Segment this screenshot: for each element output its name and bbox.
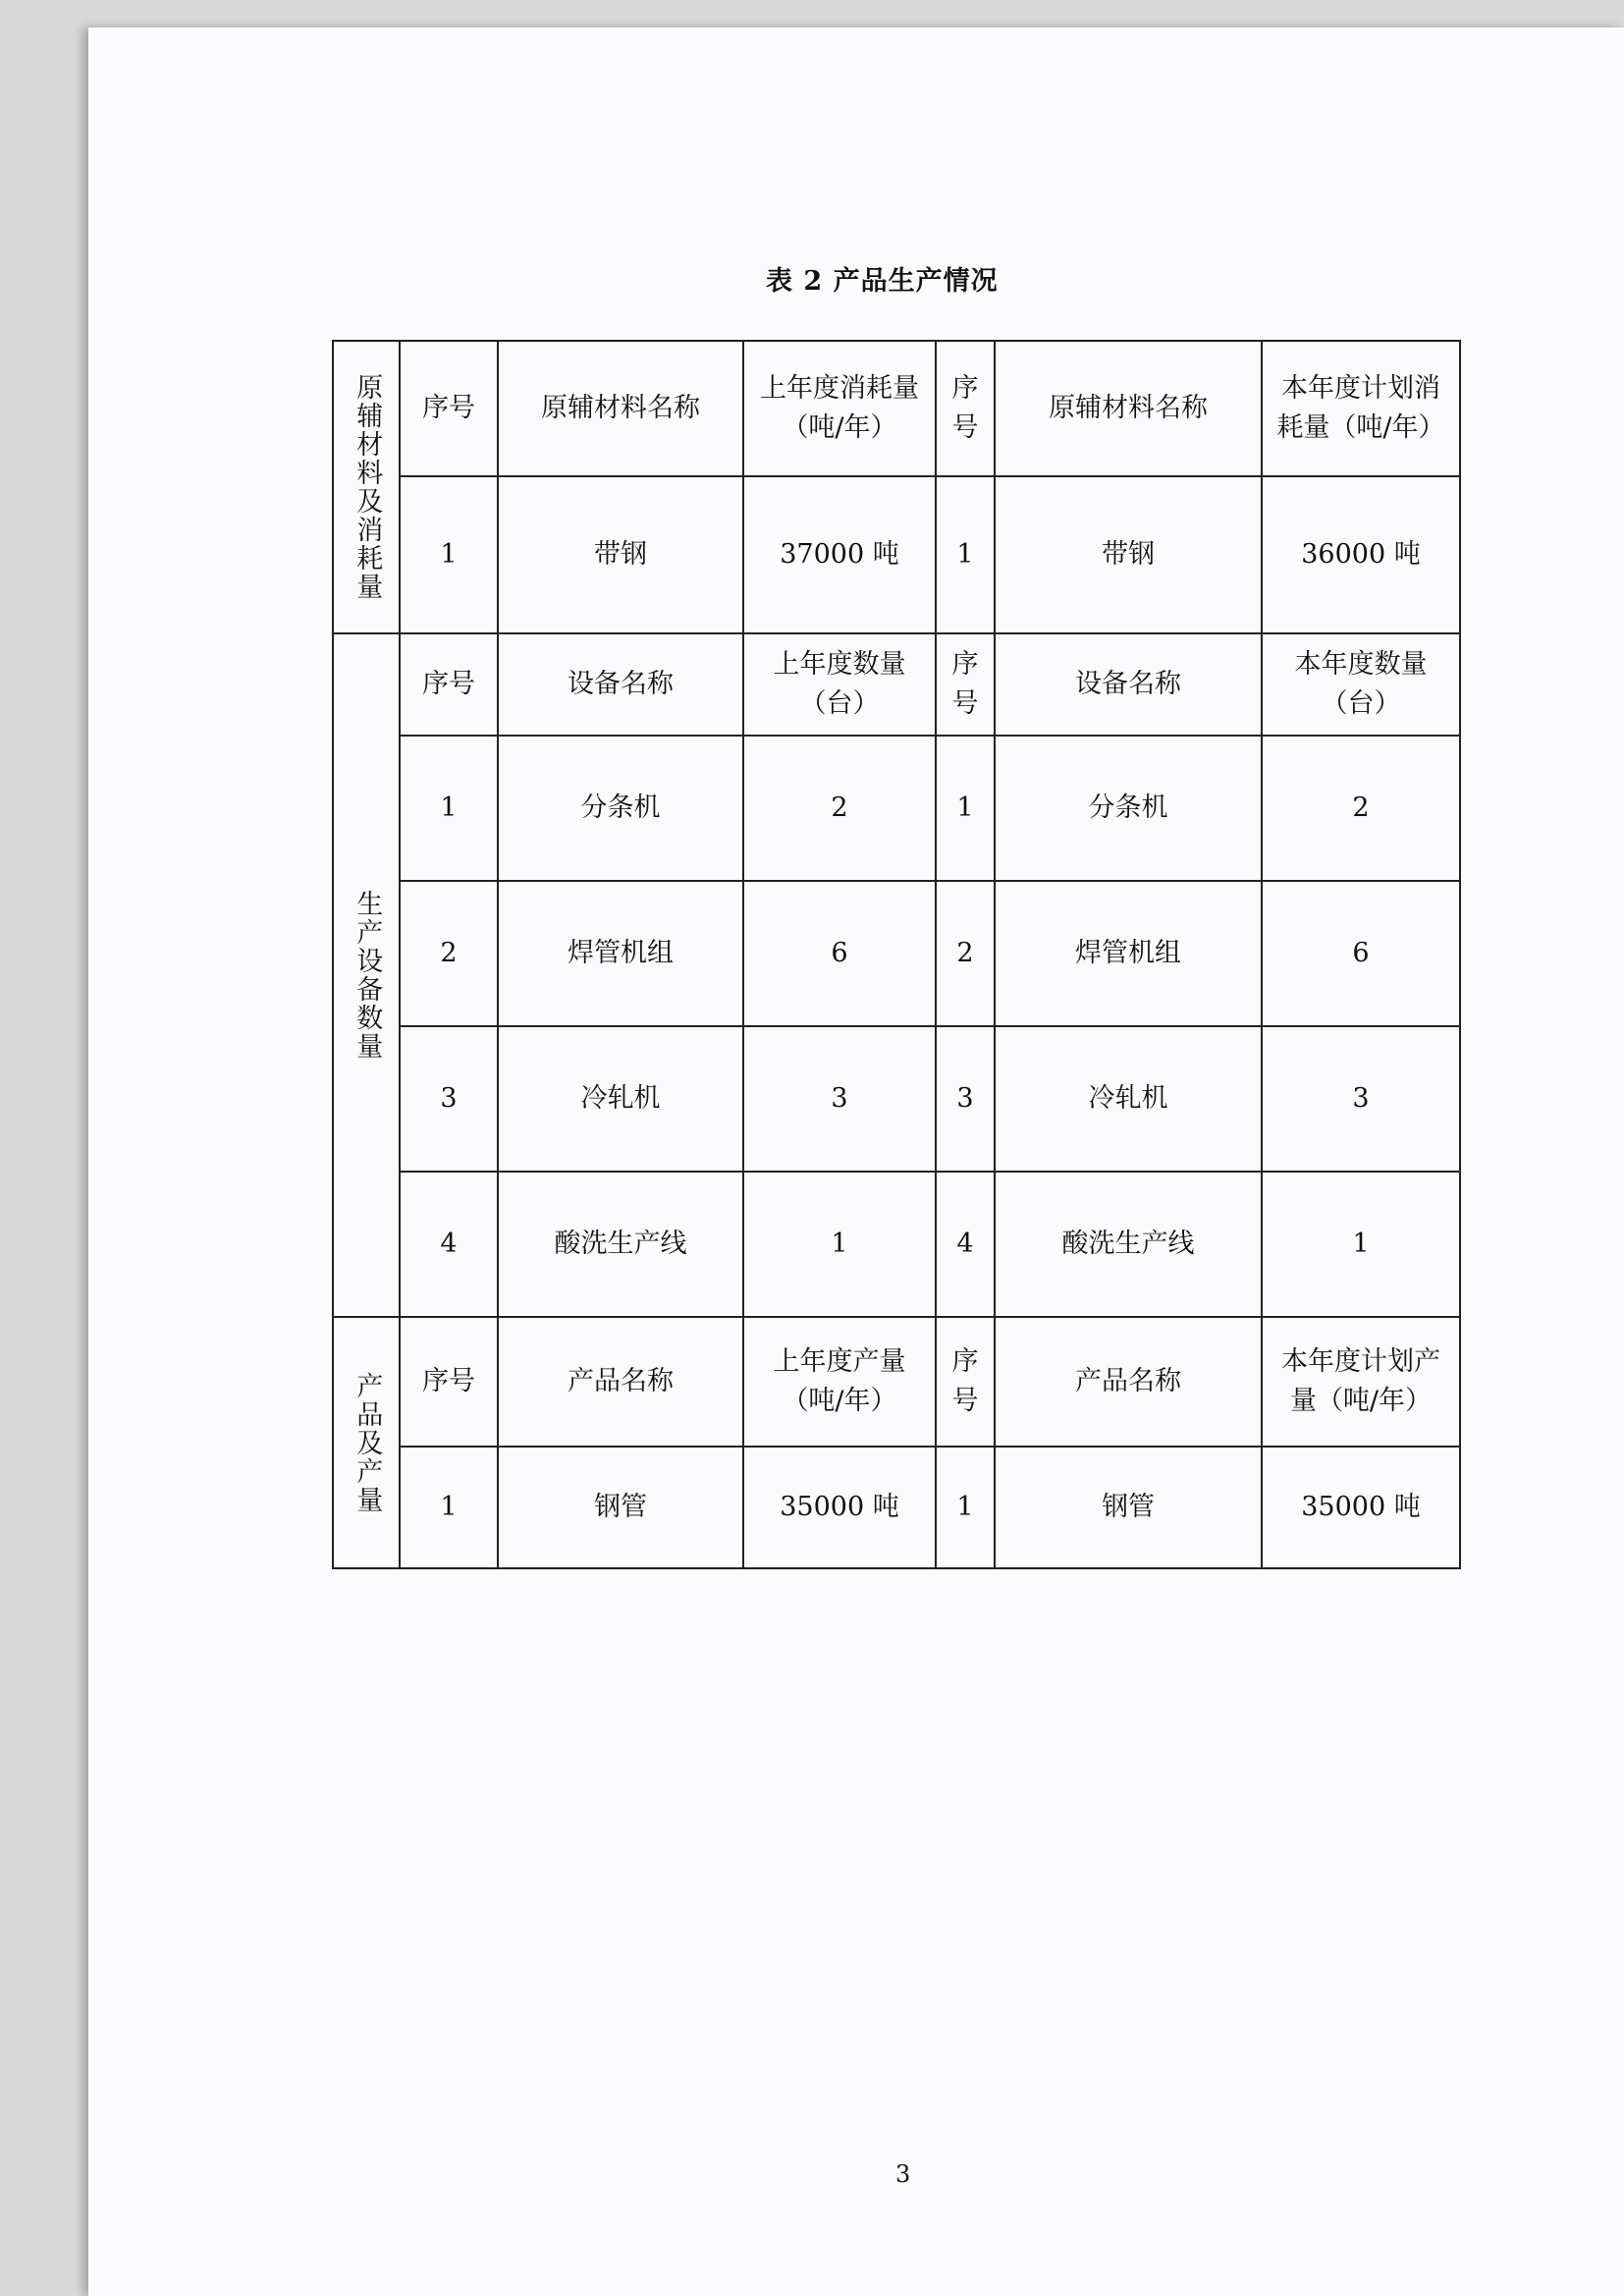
equipment-header-row [333, 633, 1460, 736]
row-index: 2 [936, 881, 995, 1026]
equipment-name: 焊管机组 [498, 881, 743, 1026]
materials-header-row [333, 341, 1460, 476]
row-index: 4 [400, 1172, 498, 1317]
header-cell: 上年度数量（台） [743, 633, 936, 736]
this-year-count: 1 [1262, 1172, 1460, 1317]
planned-output: 35000 吨 [1262, 1447, 1460, 1568]
equipment-name: 焊管机组 [995, 881, 1262, 1026]
row-index: 4 [936, 1172, 995, 1317]
planned-consumption: 36000 吨 [1262, 476, 1460, 633]
this-year-count: 3 [1262, 1026, 1460, 1172]
header-cell: 本年度计划产量（吨/年） [1262, 1317, 1460, 1447]
header-cell: 产品名称 [995, 1317, 1262, 1447]
table-row [333, 736, 1460, 881]
material-name: 带钢 [995, 476, 1262, 633]
last-year-count: 2 [743, 736, 936, 881]
section-label-equipment: 生产设备数量 [333, 633, 400, 1317]
product-name: 钢管 [498, 1447, 743, 1568]
row-index: 2 [400, 881, 498, 1026]
equipment-name: 分条机 [995, 736, 1262, 881]
row-index: 3 [400, 1026, 498, 1172]
header-cell: 序号 [400, 1317, 498, 1447]
equipment-name: 冷轧机 [995, 1026, 1262, 1172]
header-cell: 序号 [936, 1317, 995, 1447]
last-year-count: 6 [743, 881, 936, 1026]
table-row [333, 1447, 1460, 1568]
products-header-row [333, 1317, 1460, 1447]
row-index: 1 [936, 736, 995, 881]
equipment-name: 酸洗生产线 [995, 1172, 1262, 1317]
header-cell: 本年度数量（台） [1262, 633, 1460, 736]
header-cell: 序号 [400, 341, 498, 476]
this-year-count: 2 [1262, 736, 1460, 881]
last-year-output: 35000 吨 [743, 1447, 936, 1568]
row-index: 3 [936, 1026, 995, 1172]
header-cell: 设备名称 [498, 633, 743, 736]
row-index: 1 [400, 476, 498, 633]
material-name: 带钢 [498, 476, 743, 633]
equipment-name: 冷轧机 [498, 1026, 743, 1172]
equipment-name: 分条机 [498, 736, 743, 881]
product-name: 钢管 [995, 1447, 1262, 1568]
row-index: 1 [400, 1447, 498, 1568]
row-index: 1 [400, 736, 498, 881]
table-row [333, 881, 1460, 1026]
header-cell: 产品名称 [498, 1317, 743, 1447]
header-cell: 设备名称 [995, 633, 1262, 736]
header-cell: 原辅材料名称 [995, 341, 1262, 476]
this-year-count: 6 [1262, 881, 1460, 1026]
equipment-name: 酸洗生产线 [498, 1172, 743, 1317]
row-index: 1 [936, 476, 995, 633]
page-number: 3 [895, 2160, 911, 2188]
section-label-materials: 原辅材料及消耗量 [333, 341, 400, 633]
header-cell: 序号 [936, 341, 995, 476]
document-page [88, 27, 1624, 2296]
table-title: 表 2 产品生产情况 [766, 266, 999, 297]
header-cell: 本年度计划消耗量（吨/年） [1262, 341, 1460, 476]
table-row [333, 1172, 1460, 1317]
last-year-count: 1 [743, 1172, 936, 1317]
last-year-consumption: 37000 吨 [743, 476, 936, 633]
header-cell: 序号 [936, 633, 995, 736]
table-row [333, 1026, 1460, 1172]
row-index: 1 [936, 1447, 995, 1568]
header-cell: 序号 [400, 633, 498, 736]
header-cell: 上年度消耗量（吨/年） [743, 341, 936, 476]
header-cell: 原辅材料名称 [498, 341, 743, 476]
header-cell: 上年度产量（吨/年） [743, 1317, 936, 1447]
last-year-count: 3 [743, 1026, 936, 1172]
production-table [332, 340, 1461, 1569]
table-row [333, 476, 1460, 633]
section-label-products: 产品及产量 [333, 1317, 400, 1568]
